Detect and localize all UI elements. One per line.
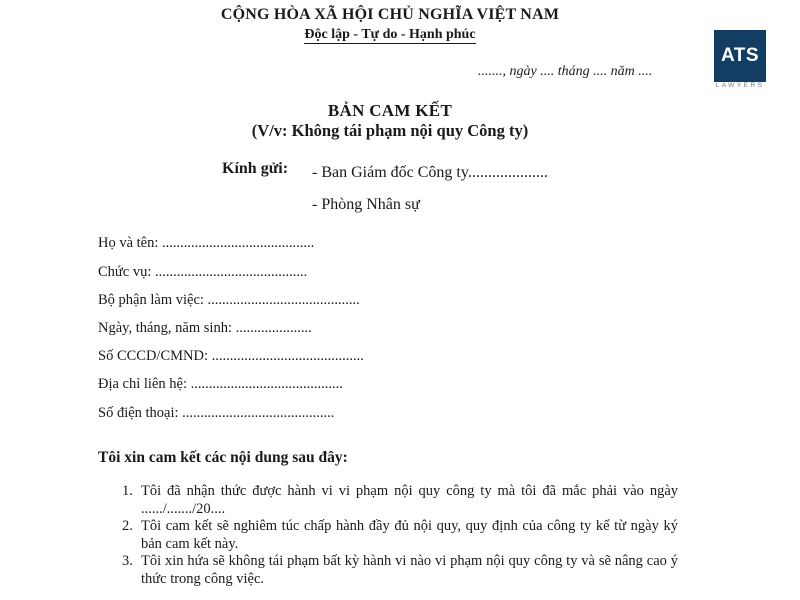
field-id-number: Số CCCD/CMND: .......................................... xyxy=(98,348,364,364)
nation-heading: CỘNG HÒA XÃ HỘI CHỦ NGHĨA VIỆT NAM xyxy=(220,6,560,23)
commitment-heading: Tôi xin cam kết các nội dung sau đây: xyxy=(98,449,348,466)
ats-logo: ATS xyxy=(714,30,766,82)
list-item xyxy=(98,553,678,588)
field-department: Bộ phận làm việc: .......................................... xyxy=(98,292,360,308)
item-number: 1. xyxy=(122,483,133,499)
document-title: BẢN CAM KẾT xyxy=(327,101,453,120)
item-text: Tôi đã nhận thức được hành vi vi phạm nội quy công ty mà tôi đã mắc phải vào ngày ....../......./20.... xyxy=(141,483,678,517)
dateline: ......., ngày .... tháng .... năm .... xyxy=(478,64,653,79)
ats-logo-subtitle: LAWYERS xyxy=(715,82,765,89)
item-text: Tôi xin hứa sẽ không tái phạm bất kỳ hành vi nào vi phạm nội quy công ty và sẽ nâng cao ý thức trong công việc. xyxy=(141,553,678,587)
item-number: 2. xyxy=(122,518,133,534)
recipient-board: - Ban Giám đốc Công ty.................... xyxy=(312,164,548,181)
commitment-list xyxy=(98,483,678,588)
field-full-name: Họ và tên: .......................................... xyxy=(98,235,315,251)
field-birth-date: Ngày, tháng, năm sinh: ..................... xyxy=(98,320,312,336)
salutation: Kính gửi: xyxy=(222,160,289,177)
motto-text: Độc lập - Tự do - Hạnh phúc xyxy=(304,27,476,42)
recipient-hr: - Phòng Nhân sự xyxy=(312,196,420,213)
motto xyxy=(0,27,780,43)
item-text: Tôi cam kết sẽ nghiêm túc chấp hành đầy đủ nội quy, quy định của công ty kể từ ngày ký bản cam kết này. xyxy=(141,518,678,552)
list-item xyxy=(98,518,678,553)
field-position: Chức vụ: .......................................... xyxy=(98,264,308,280)
item-number: 3. xyxy=(122,553,133,569)
field-phone: Số điện thoại: .......................................... xyxy=(98,405,335,421)
document-subtitle: (V/v: Không tái phạm nội quy Công ty) xyxy=(251,121,529,140)
list-item xyxy=(98,483,678,518)
field-address: Địa chỉ liên hệ: .......................................... xyxy=(98,376,343,392)
